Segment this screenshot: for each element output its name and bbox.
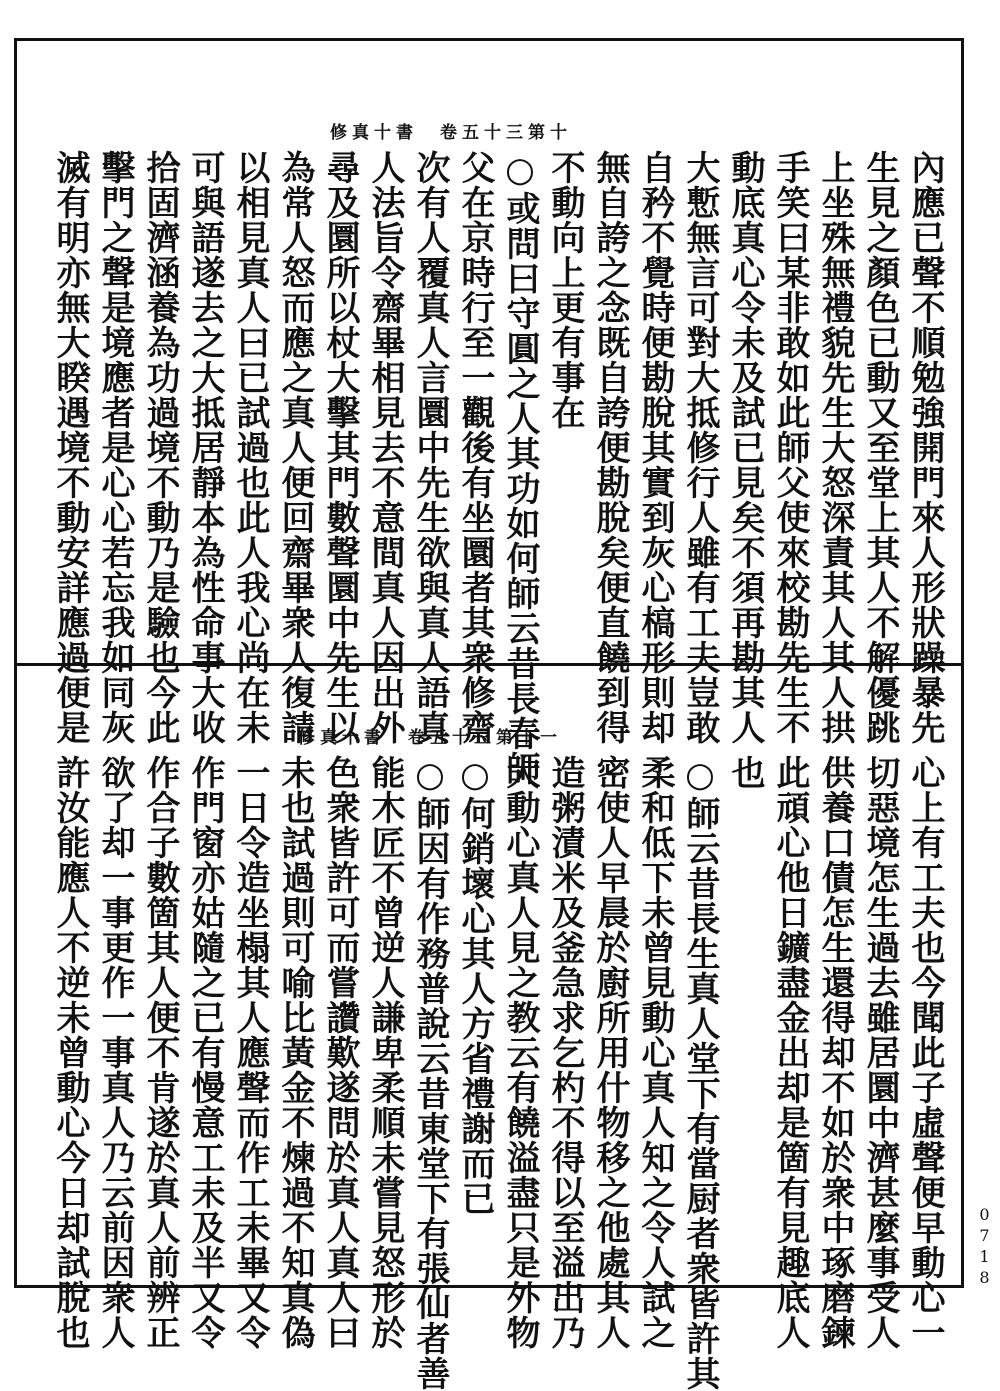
bottom-page-header: 修真十書 卷五十三第十一 bbox=[298, 728, 562, 748]
text-column: 無自誇之念既自誇便勘脫矣便直饒到得 bbox=[590, 150, 630, 745]
text-column: 心上有工夫也今聞此子虛聲便早動心一 bbox=[905, 755, 945, 1350]
text-column: 動底真心令未及試已見矣不須再勘其人 bbox=[725, 150, 765, 745]
text-column: 此頑心他日鑛盡金出却是箇有見趣底人 bbox=[770, 755, 810, 1350]
text-column: 上坐殊無禮貌先生大怒深責其人其人拱 bbox=[815, 150, 855, 745]
text-column: 以相見真人曰已試過也此人我心尚在未 bbox=[230, 150, 270, 745]
text-column: 密使人早晨於廚所用什物移之他處其人 bbox=[590, 755, 630, 1350]
text-column: 生見之顏色已動又至堂上其人不解優跳 bbox=[860, 150, 900, 745]
text-column: 尋及圜所以杖大擊其門數聲圜中先生以 bbox=[320, 150, 360, 745]
text-column: ○師因有作務普說云昔東堂下有張仙者善 bbox=[410, 755, 450, 1391]
text-column: 一日令造坐榻其人應聲而作工未畢又令 bbox=[230, 755, 270, 1350]
text-column: 切惡境怎生過去雖居圜中濟甚麼事受人 bbox=[860, 755, 900, 1350]
text-column: 次有人覆真人言圜中先生欲與真人語真 bbox=[410, 150, 450, 745]
text-column: 為常人怒而應之真人便回齋畢衆人復請 bbox=[275, 150, 315, 745]
text-column: 欲了却一事更作一事真人乃云前因衆人 bbox=[95, 755, 135, 1350]
text-column: ○何銷壞心其人方省禮謝而已 bbox=[455, 755, 495, 1216]
text-column: 作門窗亦姑隨之已有慢意工未及半又令 bbox=[185, 755, 225, 1350]
text-column: 內應已聲不順勉強開門來人形狀躁暴先 bbox=[905, 150, 945, 745]
text-column: ○或問曰守圓之人其功如何師云昔長春師 bbox=[500, 150, 540, 786]
text-column: 柔和低下未曾見動心真人知之令人試之 bbox=[635, 755, 675, 1350]
text-column: 父在京時行至一觀後有坐圜者其衆修齋 bbox=[455, 150, 495, 745]
text-column: 滅有明亦無大睽遇境不動安詳應過便是 bbox=[50, 150, 90, 745]
text-column: 能木匠不曾逆人謙卑柔順未嘗見怒形於 bbox=[365, 755, 405, 1350]
text-column: 擊門之聲是境應者是心心若忘我如同灰 bbox=[95, 150, 135, 745]
text-column: 也 bbox=[725, 755, 765, 790]
top-page-header: 修真十書 卷五十三第十 bbox=[330, 123, 572, 143]
text-column: 色衆皆許可而嘗讚歎遂問於真人真人曰 bbox=[320, 755, 360, 1350]
bottom-page-text bbox=[14, 755, 964, 1391]
text-column: 拾固濟涵養為功過境不動乃是驗也今此 bbox=[140, 150, 180, 745]
text-column: ○師云昔長生真人堂下有當厨者衆皆許其 bbox=[680, 755, 720, 1391]
text-column: 手笑曰某非敢如此師父使來校勘先生不 bbox=[770, 150, 810, 745]
text-column: 供養口債怎生還得却不如於衆中琢磨鍊 bbox=[815, 755, 855, 1350]
text-column: 作合子數箇其人便不肯遂於真人前辨正 bbox=[140, 755, 180, 1350]
text-column: 可與語遂去之大抵居靜本為性命事大收 bbox=[185, 150, 225, 745]
text-column: 自矜不覺時便勘脫其實到灰心槁形則却 bbox=[635, 150, 675, 745]
text-column: 大動心真人見之教云有饒溢盡只是外物 bbox=[500, 755, 540, 1350]
text-column: 造粥漬米及釜急求乞杓不得以至溢出乃 bbox=[545, 755, 585, 1350]
page-number: 0718 bbox=[975, 1205, 994, 1289]
text-column: 不動向上更有事在 bbox=[545, 150, 585, 430]
text-column: 大慙無言可對大抵修行人雖有工夫豈敢 bbox=[680, 150, 720, 745]
text-column: 許汝能應人不逆未曾動心今日却試脫也 bbox=[50, 755, 90, 1350]
text-column: 人法旨令齋畢相見去不意間真人因出外 bbox=[365, 150, 405, 745]
text-column: 未也試過則可喻比黃金不煉過不知真偽 bbox=[275, 755, 315, 1350]
